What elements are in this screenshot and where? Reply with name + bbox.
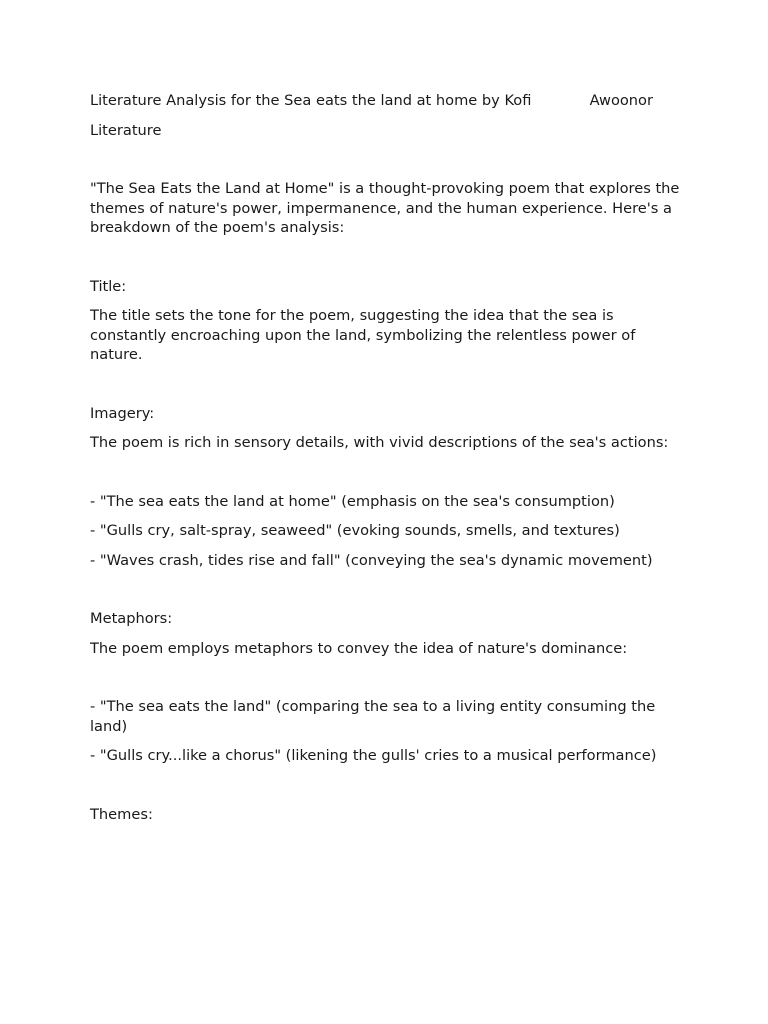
section-body-imagery: The poem is rich in sensory details, with vivid descriptions of the sea's actions: xyxy=(90,434,669,451)
imagery-list-item: - "Gulls cry, salt-spray, seaweed" (evoking sounds, smells, and textures) xyxy=(90,522,620,539)
document-subject: Literature xyxy=(90,121,162,139)
metaphors-list-item: - "Gulls cry...like a chorus" (likening the gulls' cries to a musical performance) xyxy=(90,747,657,764)
section-body-title: The title sets the tone for the poem, suggesting the idea that the sea is constantly encroaching upon the land, symbolizing the relentless power of nature. xyxy=(90,307,636,363)
section-heading-title: Title: xyxy=(90,277,127,295)
document-title xyxy=(90,91,653,111)
document-title-main: Literature Analysis for the Sea eats the land at home by Kofi xyxy=(90,92,532,109)
metaphors-list-item: - "The sea eats the land" (comparing the sea to a living entity consuming the land) xyxy=(90,698,656,735)
section-heading-themes: Themes: xyxy=(90,805,153,823)
document-page xyxy=(90,91,690,824)
intro-paragraph: "The Sea Eats the Land at Home" is a thought-provoking poem that explores the themes of nature's power, impermanence, and the human experience. Here's a breakdown of the poem's analysis: xyxy=(90,180,680,236)
section-heading-metaphors: Metaphors: xyxy=(90,610,173,627)
section-heading-imagery: Imagery: xyxy=(90,404,155,422)
document-title-author: Awoonor xyxy=(589,92,653,109)
section-body-metaphors: The poem employs metaphors to convey the idea of nature's dominance: xyxy=(90,639,628,657)
imagery-list-item: - "Waves crash, tides rise and fall" (conveying the sea's dynamic movement) xyxy=(90,551,653,569)
imagery-list-item: - "The sea eats the land at home" (emphasis on the sea's consumption) xyxy=(90,492,615,510)
